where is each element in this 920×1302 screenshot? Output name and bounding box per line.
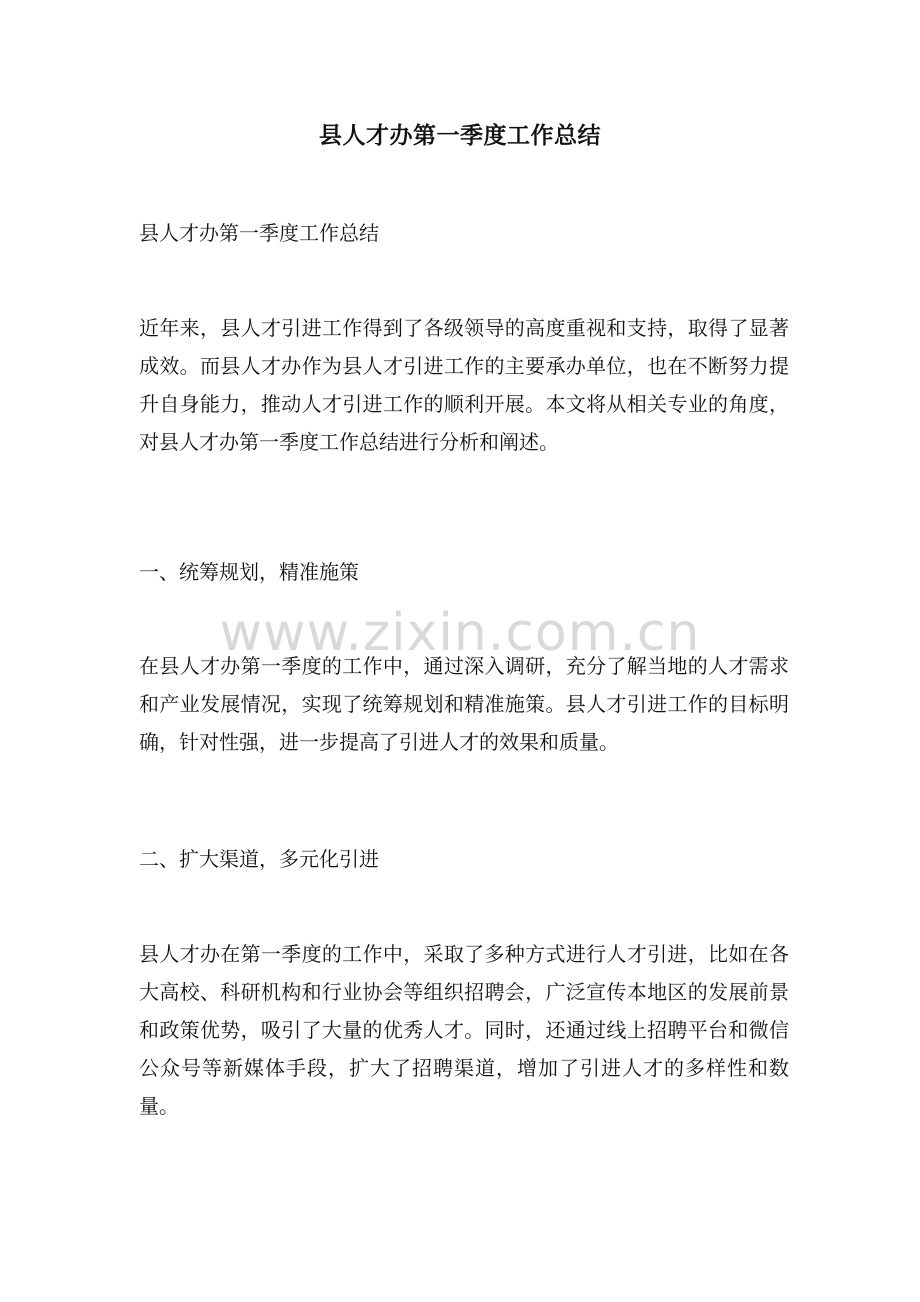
section-heading-2: 二、扩大渠道，多元化引进 xyxy=(139,847,379,871)
section-body-2: 县人才办在第一季度的工作中，采取了多种方式进行人才引进，比如在各大高校、科研机构和行业协会等组织招聘会，广泛宣传本地区的发展前景和政策优势，吸引了大量的优秀人才。同时，还通过线上招聘平台和微信公众号等新媒体手段，扩大了招聘渠道，增加了引进人才的多样性和数量。 xyxy=(139,942,789,1118)
section-heading-1: 一、统筹规划，精准施策 xyxy=(139,560,359,584)
section-body-1: 在县人才办第一季度的工作中，通过深入调研，充分了解当地的人才需求和产业发展情况，实现了统筹规划和精准施策。县人才引进工作的目标明确，针对性强，进一步提高了引进人才的效果和质量。 xyxy=(139,654,789,754)
intro-paragraph: 近年来，县人才引进工作得到了各级领导的高度重视和支持，取得了显著成效。而县人才办作为县人才引进工作的主要承办单位，也在不断努力提升自身能力，推动人才引进工作的顺利开展。本文将从相关专业的角度，对县人才办第一季度工作总结进行分析和阐述。 xyxy=(139,316,789,454)
watermark-text: www.zixin.com.cn xyxy=(219,603,701,663)
document-title: 县人才办第一季度工作总结 xyxy=(319,122,601,149)
document-subtitle: 县人才办第一季度工作总结 xyxy=(139,221,379,245)
